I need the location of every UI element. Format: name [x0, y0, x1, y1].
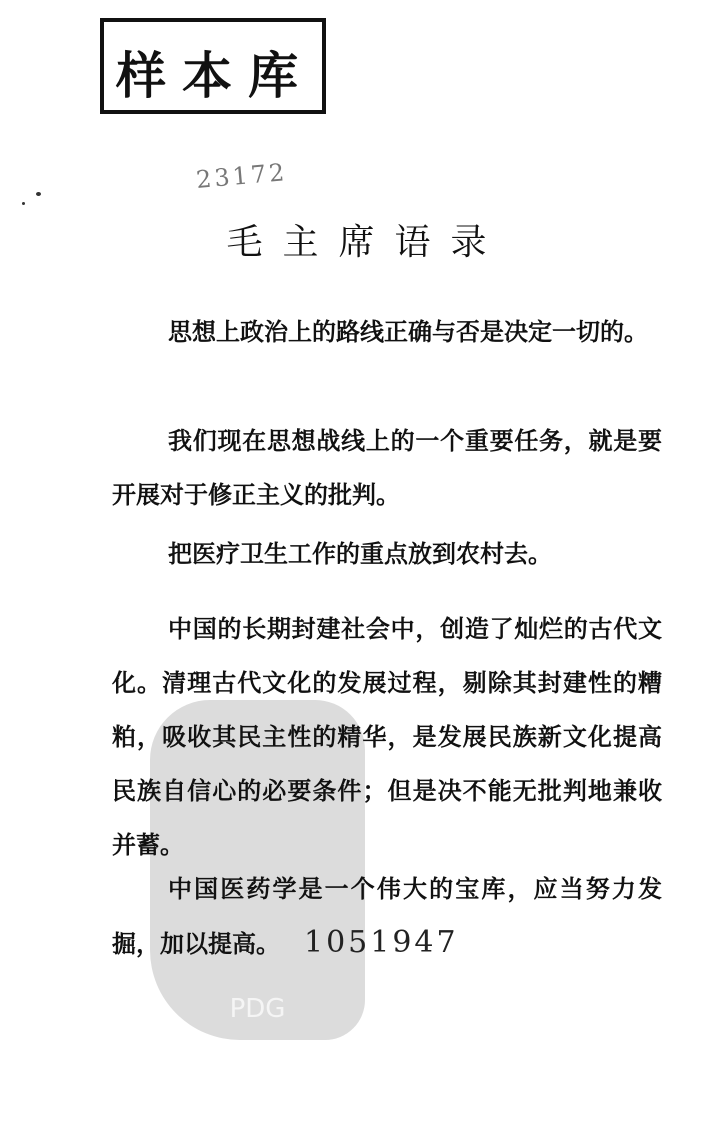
quote-paragraph — [112, 862, 662, 971]
ink-speck — [36, 192, 41, 196]
quote-paragraph: 把医疗卫生工作的重点放到农村去。 — [168, 540, 552, 568]
quote-paragraph: 我们现在思想战线上的一个重要任务，就是要开展对于修正主义的批判。 — [112, 427, 662, 509]
quote-paragraph: 中国的长期封建社会中，创造了灿烂的古代文化。清理古代文化的发展过程，剔除其封建性的糟粕，吸收其民主性的精华，是发展民族新文化提高民族自信心的必要条件；但是决不能无批判地兼收并蓄。 — [112, 615, 662, 859]
library-stamp-text: 样本库 — [116, 46, 314, 105]
ink-speck — [22, 202, 25, 205]
quote-text: 中国医药学是一个伟大的宝库，应当努力发掘，加以提高。 — [112, 875, 662, 958]
handwritten-number: 23172 — [194, 158, 289, 194]
watermark-label: PDG — [229, 994, 286, 1024]
page-title: 毛主席语录 — [226, 222, 507, 263]
library-stamp — [100, 18, 326, 114]
catalog-number: 1051947 — [304, 925, 459, 960]
quote-paragraph: 思想上政治上的路线正确与否是决定一切的。 — [168, 318, 648, 346]
